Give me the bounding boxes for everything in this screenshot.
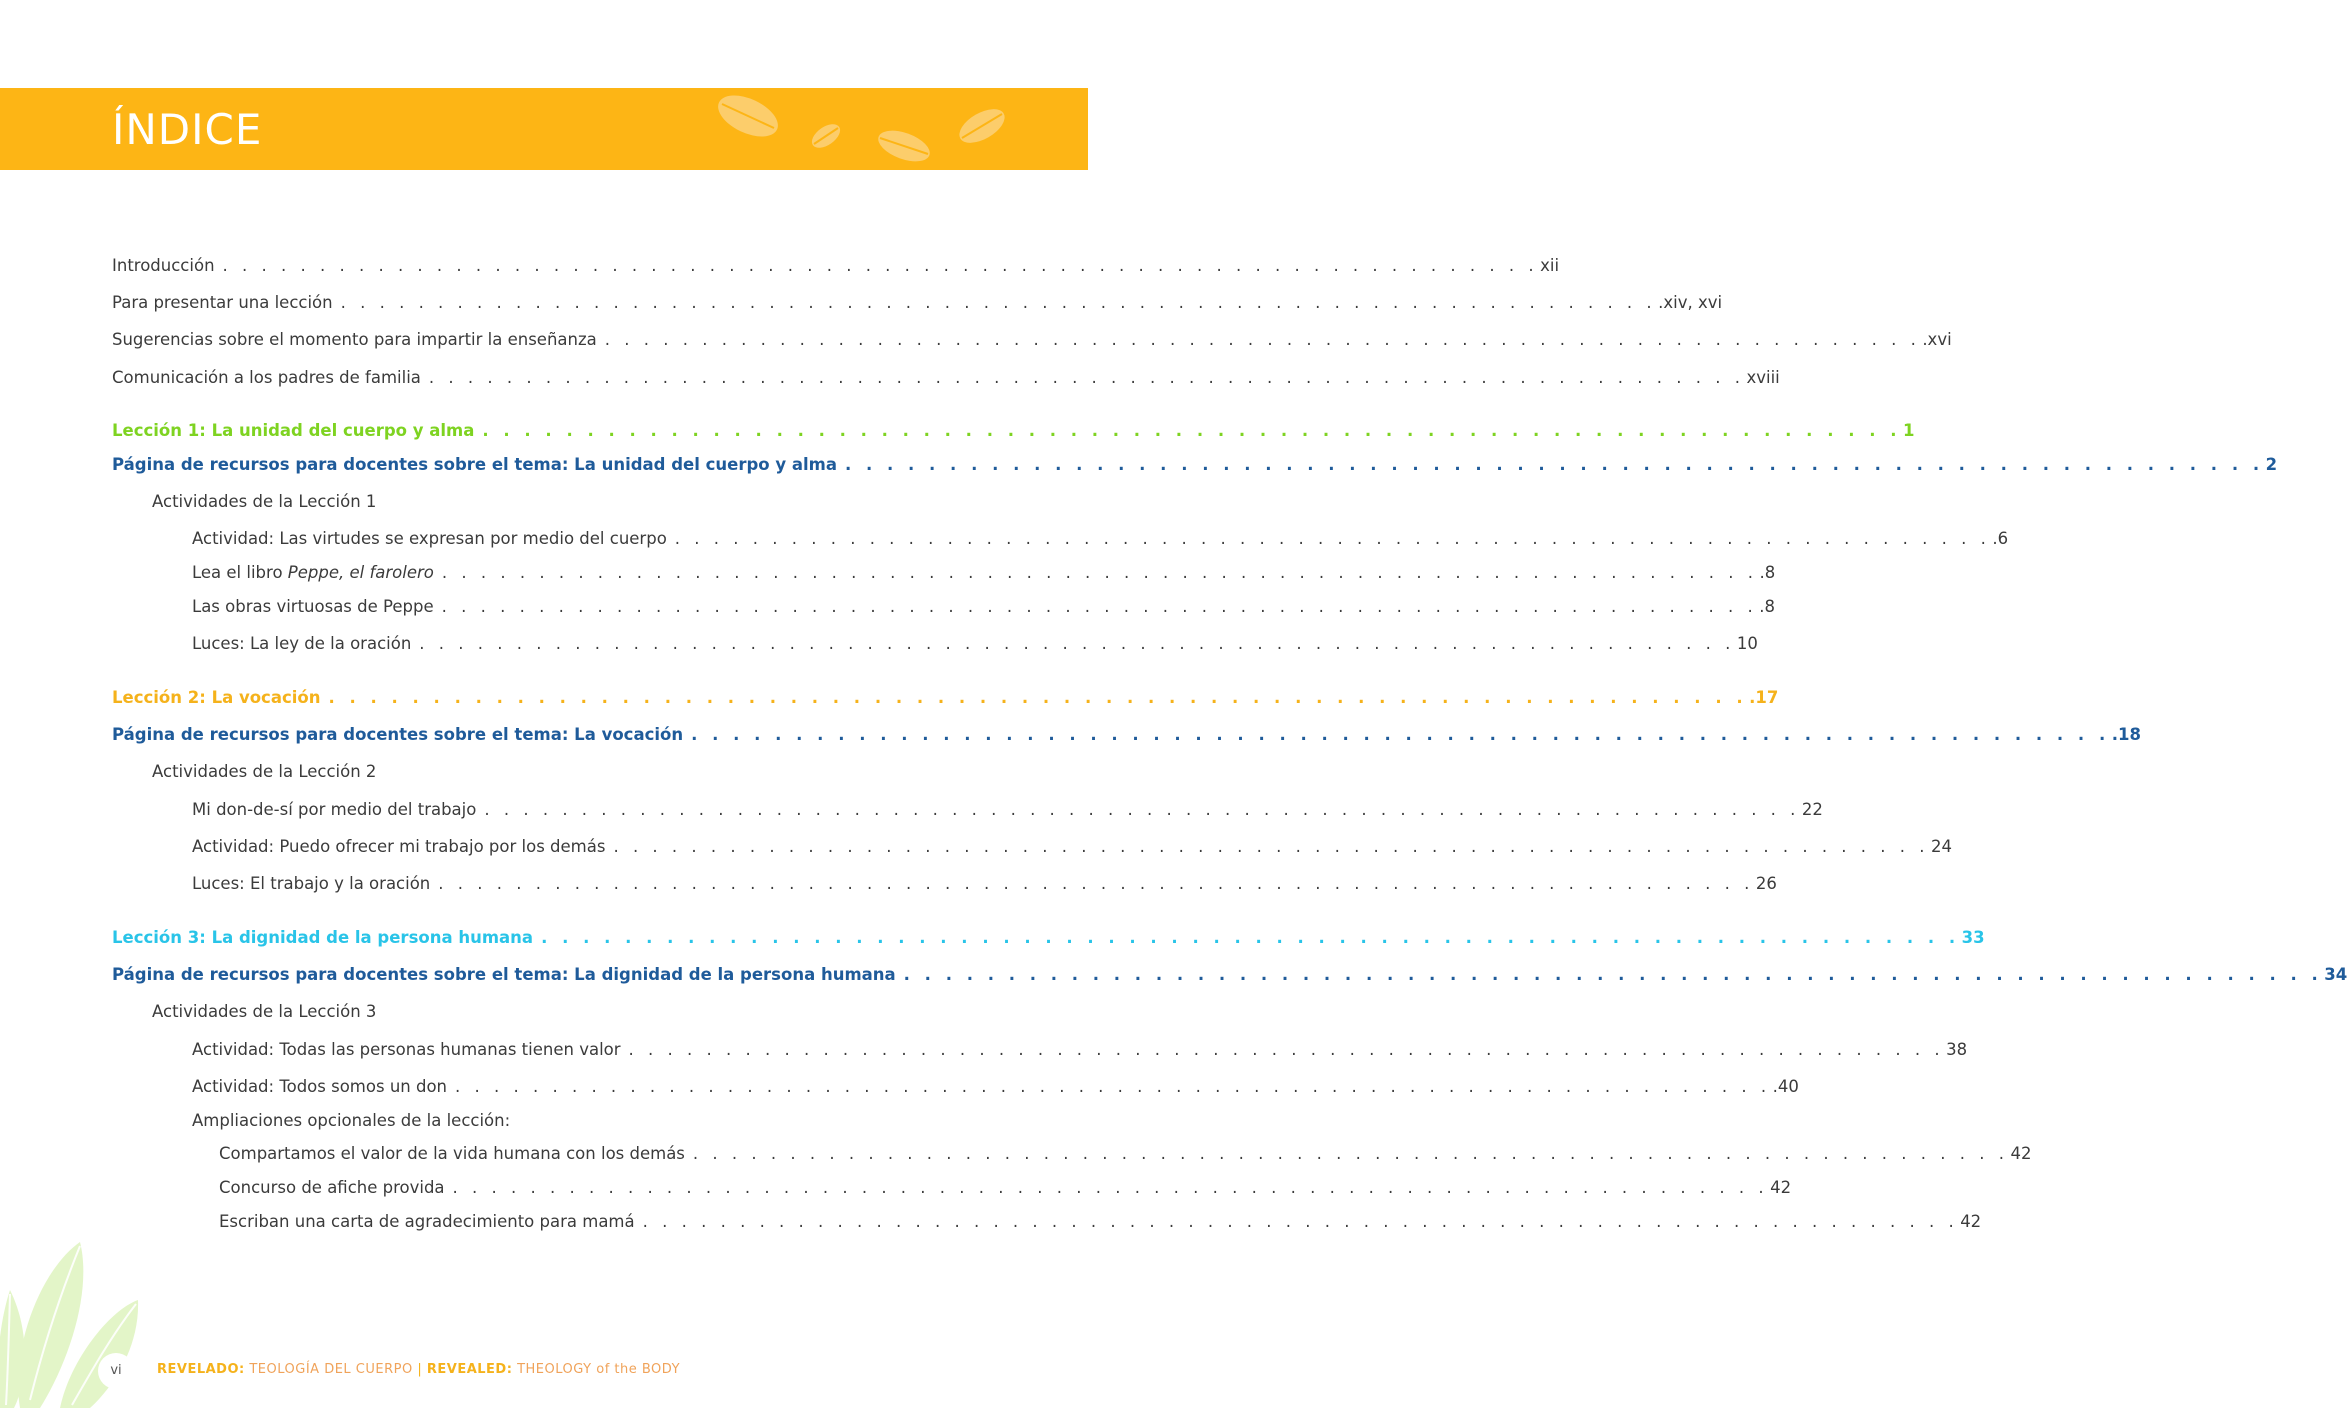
toc-activity[interactable]: [192, 528, 2009, 550]
brand-es-light: TEOLOGÍA DEL CUERPO: [249, 1362, 413, 1377]
toc-entry-presentar[interactable]: [112, 292, 1723, 314]
toc-entry-page: 10: [1736, 634, 1758, 653]
dot-leader: . . . . . . . . . . . . . . . . . . . . . . . . . . . . . . . . . . . . . . . . . . . . . . . . . . . . . . . . . . . . . . . . . . . .: [438, 874, 1754, 893]
brand-es-bold: REVELADO:: [157, 1362, 245, 1377]
toc-entry-page: 38: [1946, 1040, 1968, 1059]
dot-leader: . . . . . . . . . . . . . . . . . . . . . . . . . . . . . . . . . . . . . . . . . . . . . . . . . . . . . . . . . . . . . . . . . . . .: [452, 1178, 1769, 1197]
activities-label-2: Actividades de la Lección 2: [152, 762, 377, 781]
dot-leader: . . . . . . . . . . . . . . . . . . . . . . . . . . . . . . . . . . . . . . . . . . . . . . . . . . . . . . . . . . . . . . . . . . . .: [604, 330, 1921, 349]
toc-entry-title: Actividad: Puedo ofrecer mi trabajo por los demás: [192, 837, 606, 856]
toc-entry-page: .8: [1759, 597, 1775, 616]
toc-entry-comunicacion[interactable]: [112, 367, 1780, 389]
dot-leader: . . . . . . . . . . . . . . . . . . . . . . . . . . . . . . . . . . . . . . . . . . . . . . . . . . . . . . . . . . . . . . . . . . . .: [642, 1212, 1959, 1231]
dot-leader: . . . . . . . . . . . . . . . . . . . . . . . . . . . . . . . . . . . . . . . . . . . . . . . . . . . . . . . . . . . . . . . . . . . .: [541, 928, 1960, 947]
toc-entry-title: Actividad: Todas las personas humanas tienen valor: [192, 1040, 621, 1059]
toc-activity[interactable]: [192, 799, 1823, 821]
toc-entry-title: Para presentar una lección: [112, 293, 333, 312]
toc-entry-page: 34: [2324, 965, 2347, 984]
toc-resource-2[interactable]: [112, 724, 2141, 746]
footer-leaves-icon: [0, 1230, 160, 1408]
toc-entry-page: 42: [1960, 1212, 1982, 1231]
dot-leader: . . . . . . . . . . . . . . . . . . . . . . . . . . . . . . . . . . . . . . . . . . . . . . . . . . . . . . . . . . . . . . . . . . . .: [613, 837, 1930, 856]
dot-leader: . . . . . . . . . . . . . . . . . . . . . . . . . . . . . . . . . . . . . . . . . . . . . . . . . . . . . . . . . . . . . . . . . . . .: [674, 529, 1991, 548]
dot-leader: . . . . . . . . . . . . . . . . . . . . . . . . . . . . . . . . . . . . . . . . . . . . . . . . . . . . . . . . . . . . . . . . . . . .: [903, 965, 2323, 984]
dot-leader: . . . . . . . . . . . . . . . . . . . . . . . . . . . . . . . . . . . . . . . . . . . . . . . . . . . . . . . . . . . . . . . . . . . .: [328, 688, 1748, 707]
page-number: vi: [98, 1353, 134, 1389]
toc-entry-page: 42: [2010, 1144, 2032, 1163]
activities-label-1: Actividades de la Lección 1: [152, 492, 377, 511]
footer-running-title: [157, 1361, 680, 1379]
toc-lesson-2[interactable]: [112, 687, 1779, 709]
toc-entry-page: .8: [1759, 563, 1776, 582]
toc-entry-page: 26: [1755, 874, 1777, 893]
toc-activity[interactable]: [192, 596, 1775, 618]
toc-entry-title: Mi don-de-sí por medio del trabajo: [192, 800, 477, 819]
brand-en-light: THEOLOGY of the BODY: [517, 1362, 681, 1377]
toc-entry-introduccion[interactable]: [112, 255, 1560, 277]
toc-entry-title: Actividad: Las virtudes se expresan por medio del cuerpo: [192, 529, 667, 548]
toc-lesson-3[interactable]: [112, 927, 1985, 949]
toc-entry-page: 42: [1770, 1178, 1792, 1197]
toc-entry-page: xviii: [1746, 368, 1780, 387]
dot-leader: . . . . . . . . . . . . . . . . . . . . . . . . . . . . . . . . . . . . . . . . . . . . . . . . . . . . . . . . . . . . . . . . . . . .: [692, 1144, 2009, 1163]
toc-activity[interactable]: [192, 836, 1953, 858]
footer-separator: |: [417, 1362, 423, 1377]
toc-activity[interactable]: [192, 633, 1758, 655]
toc-entry-page: xii: [1540, 256, 1560, 275]
title-prefix: Lea el libro: [192, 563, 288, 582]
dot-leader: . . . . . . . . . . . . . . . . . . . . . . . . . . . . . . . . . . . . . . . . . . . . . . . . . . . . . . . . . . . . . . . . . . . .: [484, 800, 1800, 819]
dot-leader: . . . . . . . . . . . . . . . . . . . . . . . . . . . . . . . . . . . . . . . . . . . . . . . . . . . . . . . . . . . . . . . . . . . .: [419, 634, 1735, 653]
toc-entry-title: Concurso de afiche provida: [219, 1178, 445, 1197]
toc-entry-page: .18: [2111, 725, 2141, 744]
toc-entry-page: 22: [1801, 800, 1823, 819]
toc-entry-title: [192, 562, 434, 584]
toc-entry-title: Página de recursos para docentes sobre el tema: La dignidad de la persona humana: [112, 965, 896, 984]
brand-en-bold: REVEALED:: [426, 1362, 513, 1377]
toc-entry-title: Luces: La ley de la oración: [192, 634, 412, 653]
toc-optional-item[interactable]: [219, 1177, 1792, 1199]
toc-entry-page: .17: [1749, 688, 1779, 707]
toc-activity[interactable]: [192, 1039, 1968, 1061]
toc-entry-page: .xvi: [1922, 330, 1952, 349]
dot-leader: . . . . . . . . . . . . . . . . . . . . . . . . . . . . . . . . . . . . . . . . . . . . . . . . . . . . . . . . . . . . . . . . . . . .: [628, 1040, 1945, 1059]
book-title: Peppe, el farolero: [287, 563, 434, 582]
toc-entry-title: Introducción: [112, 256, 215, 275]
dot-leader: . . . . . . . . . . . . . . . . . . . . . . . . . . . . . . . . . . . . . . . . . . . . . . . . . . . . . . . . . . . . . . . . . . . .: [441, 597, 1758, 616]
dot-leader: . . . . . . . . . . . . . . . . . . . . . . . . . . . . . . . . . . . . . . . . . . . . . . . . . . . . . . . . . . . . . . . . . . . .: [340, 293, 1657, 312]
dot-leader: . . . . . . . . . . . . . . . . . . . . . . . . . . . . . . . . . . . . . . . . . . . . . . . . . . . . . . . . . . . . . . . . . . . .: [428, 368, 1745, 387]
dot-leader: . . . . . . . . . . . . . . . . . . . . . . . . . . . . . . . . . . . . . . . . . . . . . . . . . . . . . . . . . . . . . . . . . . . .: [691, 725, 2110, 744]
toc-optional-item[interactable]: [219, 1211, 1982, 1233]
toc-entry-title: Escriban una carta de agradecimiento para mamá: [219, 1212, 635, 1231]
optional-extensions-label: Ampliaciones opcionales de la lección:: [192, 1111, 511, 1130]
toc-activity[interactable]: [192, 873, 1777, 895]
toc-entry-title: Lección 2: La vocación: [112, 688, 321, 707]
toc-optional-item[interactable]: [219, 1143, 2032, 1165]
toc-entry-page: 1: [1903, 421, 1915, 440]
toc-entry-title: Compartamos el valor de la vida humana con los demás: [219, 1144, 685, 1163]
toc-entry-page: 2: [2265, 455, 2278, 474]
dot-leader: . . . . . . . . . . . . . . . . . . . . . . . . . . . . . . . . . . . . . . . . . . . . . . . . . . . . . . . . . . . . . . . . . . . .: [845, 455, 2264, 474]
toc-entry-page: .xiv, xvi: [1658, 293, 1723, 312]
page-title: ÍNDICE: [112, 105, 263, 154]
toc-entry-title: Luces: El trabajo y la oración: [192, 874, 431, 893]
dot-leader: . . . . . . . . . . . . . . . . . . . . . . . . . . . . . . . . . . . . . . . . . . . . . . . . . . . . . . . . . . . . . . . . . . . .: [441, 563, 1758, 582]
toc-entry-sugerencias[interactable]: [112, 329, 1952, 351]
toc-entry-title: Actividad: Todos somos un don: [192, 1077, 448, 1096]
toc-entry-title: Página de recursos para docentes sobre el tema: La unidad del cuerpo y alma: [112, 455, 837, 474]
activities-label-3: Actividades de la Lección 3: [152, 1002, 377, 1021]
toc-activity[interactable]: [192, 562, 1776, 584]
toc-resource-1[interactable]: [112, 454, 2278, 476]
toc-entry-page: .40: [1772, 1077, 1799, 1096]
toc-entry-title: Lección 3: La dignidad de la persona humana: [112, 928, 534, 947]
toc-entry-title: Página de recursos para docentes sobre el tema: La vocación: [112, 725, 684, 744]
toc-entry-title: Comunicación a los padres de familia: [112, 368, 421, 387]
toc-entry-page: 24: [1931, 837, 1953, 856]
toc-entry-page: .6: [1992, 529, 2009, 548]
toc-entry-page: 33: [1961, 928, 1985, 947]
dot-leader: . . . . . . . . . . . . . . . . . . . . . . . . . . . . . . . . . . . . . . . . . . . . . . . . . . . . . . . . . . . . . . . . . . . .: [455, 1077, 1771, 1096]
toc-entry-title: Lección 1: La unidad del cuerpo y alma: [112, 421, 475, 440]
toc-lesson-1[interactable]: [112, 420, 1915, 442]
toc-activity[interactable]: [192, 1076, 1799, 1098]
toc-resource-3[interactable]: [112, 964, 2347, 986]
dot-leader: . . . . . . . . . . . . . . . . . . . . . . . . . . . . . . . . . . . . . . . . . . . . . . . . . . . . . . . . . . . . . . . . . . . .: [482, 421, 1901, 440]
dot-leader: . . . . . . . . . . . . . . . . . . . . . . . . . . . . . . . . . . . . . . . . . . . . . . . . . . . . . . . . . . . . . . . . . . . .: [222, 256, 1539, 275]
toc-entry-title: Las obras virtuosas de Peppe: [192, 597, 434, 616]
toc-entry-title: Sugerencias sobre el momento para impartir la enseñanza: [112, 330, 597, 349]
